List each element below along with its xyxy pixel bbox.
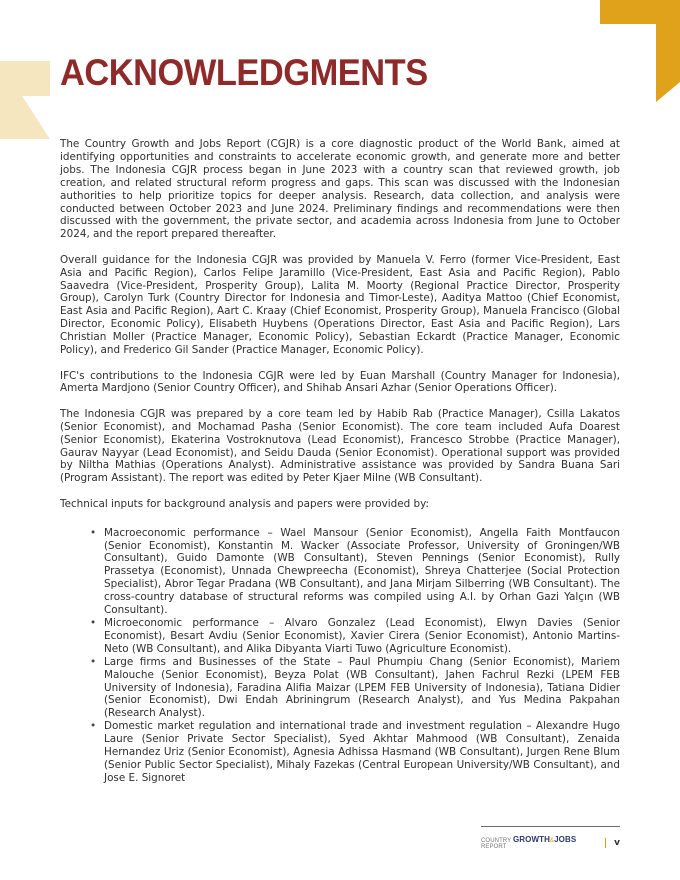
paragraph-ifc: IFC's contributions to the Indonesia CGJR were led by Euan Marshall (Country Manager for Indonesia), Amerta Mardjono (Senior Country Officer), and Shihab Ansari Azhar (Senior Operations Officer). <box>60 369 620 395</box>
paragraph-guidance: Overall guidance for the Indonesia CGJR was provided by Manuela V. Ferro (former Vice-President, East Asia and Pacific Region), Carlos Felipe Jaramillo (Vice-President, East Asia and Pacific Region), Pablo Saavedra (Vice-President, Prosperity Group), Lalita M. Moorty (Regional Practice Director, Prosperity Group), Carolyn Turk (Country Director for Indonesia and Timor-Leste), Aaditya Mattoo (Chief Economist, East Asia and Pacific Region), Aart C. Kraay (Chief Economist, Prosperity Group), Manuela Francisco (Global Director, Economic Policy), Elisabeth Huybens (Operations Director, East Asia and Pacific Region), Lars Christian Moller (Practice Manager, Economic Policy), Sebastian Eckardt (Practice Manager, Economic Policy), and Frederico Gil Sander (Practice Manager, Economic Policy). <box>60 253 620 357</box>
footer-brand-amp: & <box>549 838 555 844</box>
paragraph-core-team: The Indonesia CGJR was prepared by a core team led by Habib Rab (Practice Manager), Csilla Lakatos (Senior Economist), and Mochamad Pasha (Senior Economist). The core team included Aufa Doarest (Senior Economist), Ekaterina Vostroknutova (Lead Economist), Francesco Strobbe (Practice Manager), Gaurav Nayyar (Lead Economist), and Seidu Dauda (Senior Economist). Operational support was provided by Niltha Mathias (Operations Analyst). Administrative assistance was provided by Sandra Buana Sari (Program Assistant). The report was edited by Peter Kjaer Milne (WB Consultant). <box>60 407 620 485</box>
list-item-domestic-market: • Domestic market regulation and international trade and investment regulation – Alexandre Hugo Laure (Senior Private Sector Specialist), Syed Akhtar Mahmood (WB Consultant), Zenaida Hernandez Uriz (Senior Economist), Agnesia Adhissa Hasmand (WB Consultant), Jurgen Rene Blum (Senior Public Sector Specialist), Mihaly Fazekas (Central European University/WB Consultant), and Jose E. Signoret <box>104 720 620 785</box>
decorative-left-notch <box>22 96 50 139</box>
footer-brand <box>481 835 595 850</box>
page-title: ACKNOWLEDGMENTS <box>60 52 428 93</box>
footer-brand-prefix: COUNTRY <box>481 838 512 844</box>
footer-brand-growth: GROWTH <box>512 835 550 844</box>
paragraph-technical-inputs-intro: Technical inputs for background analysis and papers were provided by: <box>60 497 430 510</box>
page-number: v <box>614 837 620 848</box>
list-item-microeconomic: • Microeconomic performance – Alvaro Gonzalez (Lead Economist), Elwyn Davies (Senior Economist), Besart Avdiu (Senior Economist), Xavier Cirera (Senior Economist), Antonio Martins-Neto (WB Consultant), and Alika Dibyanta Viarti Tuwo (Agriculture Economist). <box>104 617 620 656</box>
decorative-right-bracket <box>600 0 680 105</box>
paragraph-cgjr-overview: The Country Growth and Jobs Report (CGJR) is a core diagnostic product of the World Bank, aimed at identifying opportunities and constraints to accelerate economic growth, and generate more and better jobs. The Indonesia CGJR process began in June 2023 with a country scan that reviewed growth, job creation, and related structural reform progress and gaps. This scan was discussed with the Indonesian authorities to help prioritize topics for deeper analysis. Research, data collection, and analysis were conducted between October 2023 and June 2024. Preliminary findings and recommendations were then discussed with the government, the private sector, and academia across Indonesia from June to October 2024, and the report prepared thereafter. <box>60 138 620 241</box>
technical-inputs-list <box>60 527 620 785</box>
body-text <box>60 138 620 785</box>
list-item-large-firms: • Large firms and Businesses of the State – Paul Phumpiu Chang (Senior Economist), Mariem Malouche (Senior Economist), Beyza Polat (WB Consultant), Jahen Fachrul Rezki (LPEM FEB University of Indonesia), Faradina Alifia Maizar (LPEM FEB University of Indonesia), Tatiana Didier (Senior Economist), Dwi Endah Abriningrum (Research Analyst), and Yus Medina Pakpahan (Research Analyst). <box>104 656 620 721</box>
list-item-macroeconomic: • Macroeconomic performance – Wael Mansour (Senior Economist), Angella Faith Montfaucon (Senior Economist), Konstantin M. Wacker (Associate Professor, University of Groningen/WB Consultant), Guido Damonte (WB Consultant), Steven Pennings (Senior Economist), Rully Prassetya (Economist), Unnada Chewpreecha (Economist), Shreya Chatterjee (Social Protection Specialist), Abror Tegar Pradana (WB Consultant), and Jana Mirjam Silberring (WB Consultant). The cross-country database of structural reforms was compiled using A.I. by Orhan Gazi Yalçın (WB Consultant). <box>104 527 620 617</box>
footer-separator <box>605 838 606 848</box>
page-footer <box>481 826 620 850</box>
footer-brand-suffix: REPORT <box>481 844 507 850</box>
footer-brand-jobs: JOBS <box>554 835 577 844</box>
